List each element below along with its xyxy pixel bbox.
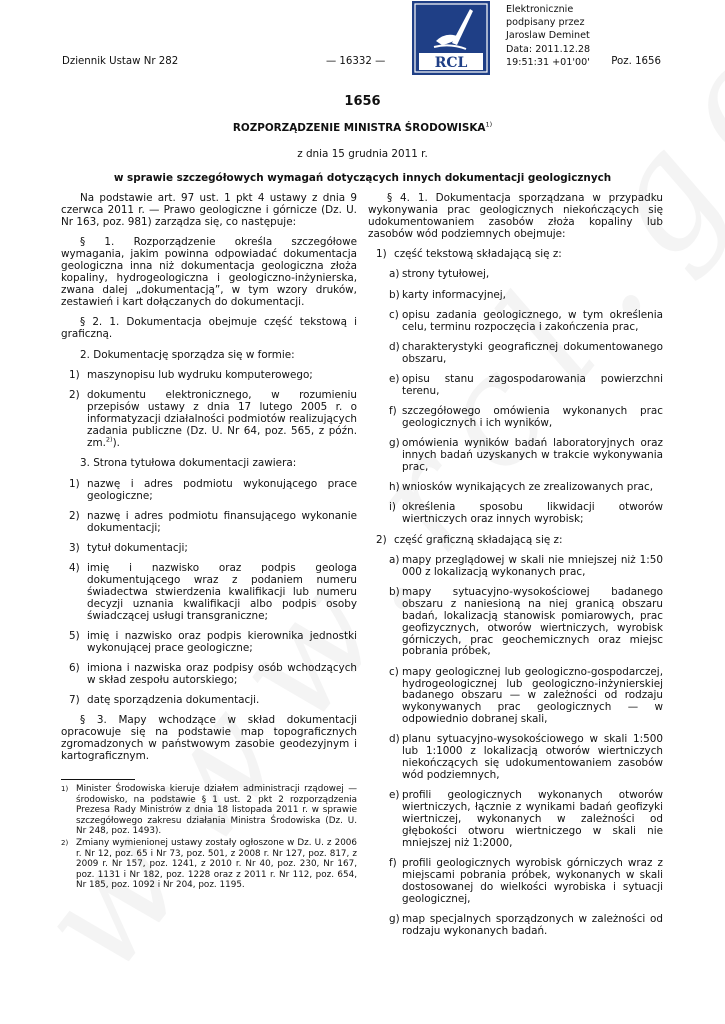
list-item: 4) imię i nazwisko oraz podpis geologa dokumentującego wraz z podaniem numeru świadectwa stwierdzenia kwalifikacji lub numeru decyzji uznania kwalifikacji albo podpis osoby świadczącej usługi transgraniczne; [69, 562, 357, 622]
list-item: a) strony tytułowej, [389, 268, 490, 281]
list-item: 3) tytuł dokumentacji; [69, 542, 188, 554]
section-2-3: 3. Strona tytułowa dokumentacji zawiera: [80, 457, 297, 470]
list-item: 2) dokumentu elektronicznego, w rozumieniu przepisów ustawy z dnia 17 lutego 2005 r. o informatyzacji działalności podmiotów realizujących zadania publiczne (Dz. U. Nr 64, poz. 565, z późn. zm.$^{2)}$). [69, 389, 357, 450]
list-item: e) profili geologicznych wykonanych otworów wiertniczych, łącznie z wynikami badań geofizyki wiertniczej, wykonanych w zależności od głębokości otworu wiertniczego w skali nie mniejszej niż 1:2000, [389, 789, 663, 850]
footnote: 1) Minister Środowiska kieruje działem administracji rządowej — środowisko, na podstawie § 1 ust. 2 pkt 2 rozporządzenia Prezesa Rady Ministrów z dnia 18 listopada 2011 r. w sprawie szczegółowego zakresu działania Ministra Środowiska (Dz. U. Nr 248, poz. 1493). [61, 784, 357, 837]
list-item: b) karty informacyjnej, [389, 288, 506, 301]
list-item: i) określenia sposobu likwidacji otworów wiertniczych oraz innych wyrobisk; [389, 501, 663, 526]
list-item: g) map specjalnych sporządzonych w zależności od rodzaju wykonanych badań. [389, 913, 663, 938]
list-item: a) mapy przeglądowej w skali nie mniejszej niż 1:50 000 z lokalizacją wykonanych prac, [389, 553, 663, 578]
position-number: Poz. 1656 [611, 56, 661, 67]
footnote-divider [61, 779, 135, 780]
section-1: § 1. Rozporządzenie określa szczegółowe wymagania, jakim powinna odpowiadać dokumentacja geologiczna inna niż dokumentacja geologiczna złoża kopaliny, hydrogeologiczna i geologiczno-inżynierska, zwana dalej „dokumentacją”, w tym wzory druków, zestawień i kart dołączanych do dokumentacji. [61, 236, 357, 308]
list-item: 1) część tekstową składającą się z: [376, 248, 562, 261]
section-3: § 3. Mapy wchodzące w skład dokumentacji opracowuje się na podstawie map topograficznych zgromadzonych w państwowym zasobie geodezyjnym i kartograficznym. [61, 714, 357, 763]
act-subject: w sprawie szczegółowych wymagań dotyczących innych dokumentacji geologicznych [113, 172, 612, 184]
list-item: 6) imiona i nazwiska oraz podpisy osób wchodzących w skład zespołu autorskiego; [69, 662, 357, 687]
list-item: f) profili geologicznych wyrobisk górniczych wraz z miejscami pobrania próbek, wykonanych w skali dostosowanej do wielkości wyrobiska i sytuacji geologicznej, [389, 857, 663, 905]
right-column [368, 193, 663, 946]
page-number: — 16332 — [326, 56, 386, 67]
list-item: b) mapy sytuacyjno-wysokościowej badanego obszaru z naniesioną na niej granicą obszaru badań, lokalizacją stanowisk pomiarowych, prac geofizycznych, otworów wiertniczych, wyrobisk górniczych, prac geochemicznych oraz miejsc pobrania próbek, [389, 585, 663, 658]
signature-line: 19:51:31 +01'00' [506, 56, 590, 68]
signature-line: Data: 2011.12.28 [506, 43, 591, 55]
section-4-1: § 4. 1. Dokumentacja sporządzana w przypadku wykonywania prac geologicznych niekończących się udokumentowaniem zasobów złoża kopaliny lub zasobów wód podziemnych obejmuje: [368, 192, 663, 240]
list-item: g) omówienia wyników badań laboratoryjnych oraz innych badań uzyskanych w trakcie wykonywania prac, [389, 437, 663, 474]
signature-line: podpisany przez [506, 17, 585, 29]
footnote-ref: 2) [105, 435, 113, 444]
list-item: d) charakterystyki geograficznej dokumentowanego obszaru, [389, 340, 663, 365]
act-title [0, 122, 725, 134]
act-number: 1656 [344, 94, 381, 109]
rcl-logo [412, 1, 490, 75]
footnote-ref: 1) [485, 120, 493, 129]
list-item: 1) maszynopisu lub wydruku komputerowego; [69, 369, 313, 382]
list-item: 2) nazwę i adres podmiotu finansującego wykonanie dokumentacji; [69, 509, 357, 534]
footnote: 2) Zmiany wymienionej ustawy zostały ogłoszone w Dz. U. z 2006 r. Nr 12, poz. 65 i Nr 73, poz. 501, z 2008 r. Nr 127, poz. 817, z 2009 r. Nr 157, poz. 1241, z 2010 r. Nr 40, poz. 230, Nr 167, poz. 1131 i Nr 182, poz. 1228 oraz z 2011 r. Nr 112, poz. 654, Nr 185, poz. 1092 i Nr 204, poz. 1195. [61, 838, 357, 891]
list-item: c) opisu zadania geologicznego, w tym określenia celu, terminu rozpoczęcia i zakończenia prac, [389, 308, 663, 333]
list-item: 1) nazwę i adres podmiotu wykonującego prace geologiczne; [69, 477, 357, 502]
list-item: 2) część graficzną składającą się z: [376, 533, 563, 546]
list-item: c) mapy geologicznej lub geologiczno-gospodarczej, hydrogeologicznej lub geologiczno-inżynierskiej badanego obszaru — w zależności od rodzaju wykonywanych prac geologicznych — w odpowiednio dobranej skali, [389, 665, 663, 726]
list-item: e) opisu stanu zagospodarowania powierzchni terenu, [389, 373, 663, 397]
signature-block [506, 3, 590, 69]
act-title-text: ROZPORZĄDZENIE MINISTRA ŚRODOWISKA [232, 122, 486, 134]
list-item: d) planu sytuacyjno-wysokościowego w skali 1:500 lub 1:1000 z lokalizacją otworów wiertniczych niekończących się udokumentowaniem zasobów wód podziemnych, [389, 733, 663, 782]
preamble: Na podstawie art. 97 ust. 1 pkt 4 ustawy z dnia 9 czerwca 2011 r. — Prawo geologiczne i górnicze (Dz. U. Nr 163, poz. 981) zarządza się, co następuje: [61, 192, 357, 228]
section-2-1: § 2. 1. Dokumentacja obejmuje część tekstową i graficzną. [61, 316, 357, 341]
list-item: f) szczegółowego omówienia wykonanych prac geologicznych i ich wyników, [389, 405, 663, 430]
left-column [61, 193, 357, 892]
list-item: 5) imię i nazwisko oraz podpis kierownika jednostki wykonującej prace geologiczne; [69, 630, 357, 654]
list-item: h) wniosków wynikających ze zrealizowanych prac, [389, 481, 654, 494]
list-item: 7) datę sporządzenia dokumentacji. [69, 694, 260, 707]
logo-text: RCL [434, 55, 468, 71]
journal-name: Dziennik Ustaw Nr 282 [62, 56, 179, 67]
act-date: z dnia 15 grudnia 2011 r. [297, 148, 428, 160]
signature-line: Jaroslaw Deminet [506, 30, 590, 42]
section-2-2: 2. Dokumentację sporządza się w formie: [80, 348, 295, 361]
signature-line: Elektronicznie [506, 4, 574, 15]
